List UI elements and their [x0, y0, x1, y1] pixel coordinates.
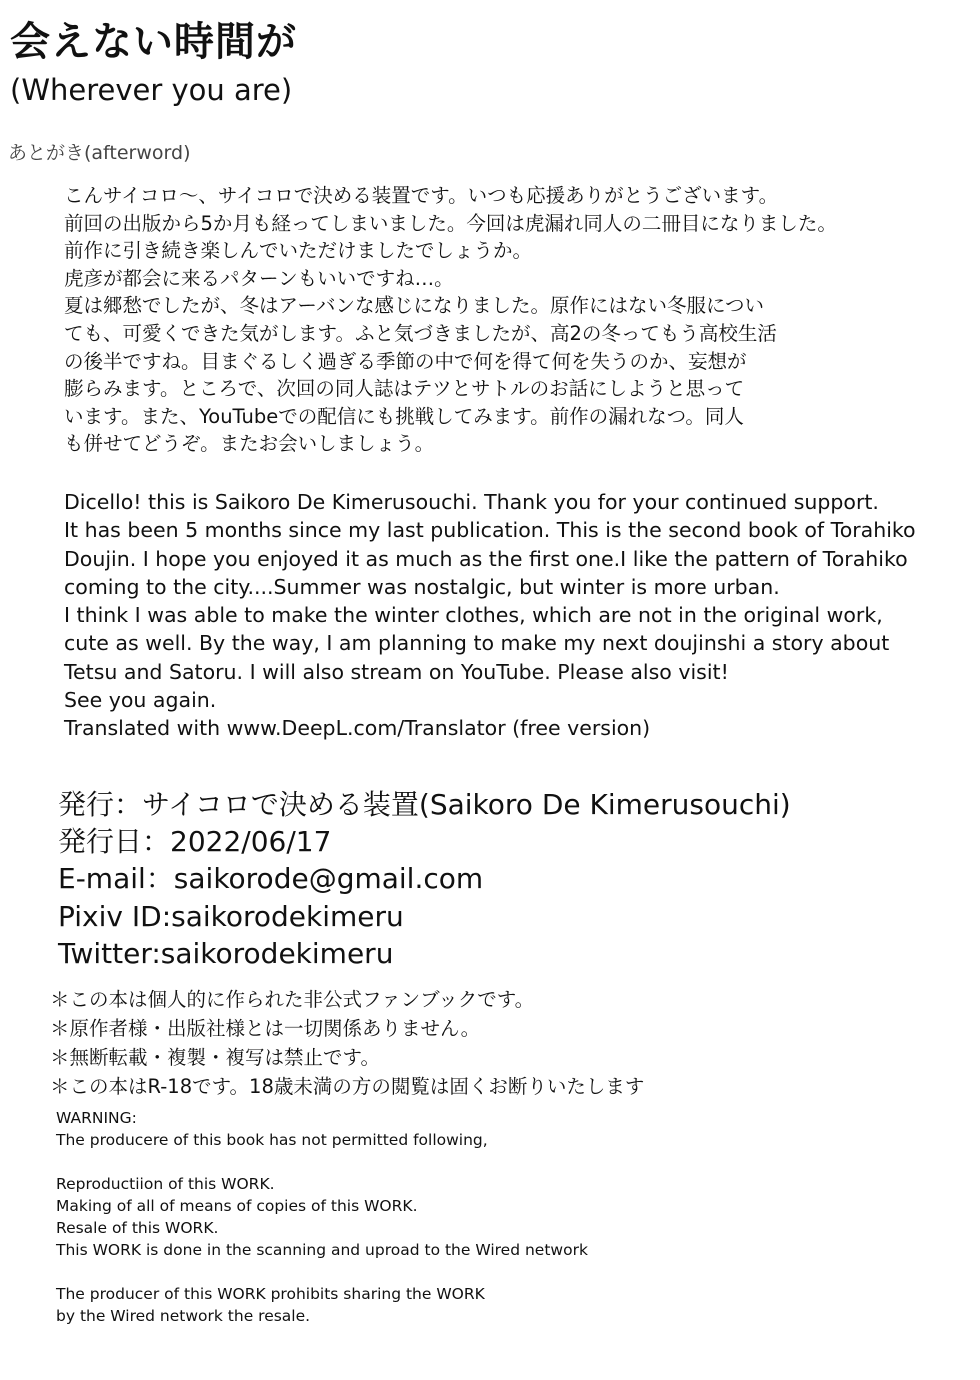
warning-text [56, 1107, 956, 1327]
notices [50, 985, 950, 1101]
notice-line: ＊この本はR-18です。18歳未満の方の閲覧は固くお断りいたします [50, 1075, 645, 1098]
english-line: Tetsu and Satoru. I will also stream on YouTube. Please also visit! [64, 659, 729, 684]
page-subtitle: (Wherever you are) [10, 73, 293, 107]
japanese-line: も併せてどうぞ。またお会いしましょう。 [64, 432, 435, 456]
notice-line: ＊無断転載・複製・複写は禁止です。 [50, 1046, 380, 1069]
english-line: Doujin. I hope you enjoyed it as much as the first one.I like the pattern of Torahiko [64, 546, 908, 571]
warning-line [56, 1261, 956, 1283]
publish-date-line: 発行日：2022/06/17 [58, 825, 332, 859]
page-title: 会えない時間が [10, 19, 297, 65]
notice-line: ＊この本は個人的に作られた非公式ファンブックです。 [50, 988, 535, 1011]
japanese-line: こんサイコロ〜、サイコロで決める装置です。いつも応援ありがとうございます。 [64, 184, 779, 207]
warning-line: Making of all of means of copies of this WORK. [56, 1197, 418, 1215]
notice-line: ＊原作者様・出版社様とは一切関係ありません。 [50, 1017, 481, 1040]
publisher-line: 発行：サイコロで決める装置(Saikoro De Kimerusouchi) [58, 788, 791, 821]
warning-line [56, 1151, 956, 1173]
warning-line: The producer of this WORK prohibits sharing the WORK [56, 1285, 485, 1303]
japanese-line: ても、可愛くできた気がします。ふと気づきましたが、高2の冬ってもう高校生活 [64, 321, 777, 345]
english-line: cute as well. By the way, I am planning to make my next doujinshi a story about [64, 631, 890, 656]
warning-line: This WORK is done in the scanning and uproad to the Wired network [56, 1241, 588, 1259]
japanese-line: 前回の出版から5か月も経ってしまいました。今回は虎漏れ同人の二冊目になりました。 [64, 211, 837, 235]
japanese-line: 膨らみます。ところで、次回の同人誌はテツとサトルのお話にしようと思って [64, 377, 745, 401]
warning-line: The producere of this book has not permitted following, [56, 1131, 488, 1149]
warning-line: Reproductiion of this WORK. [56, 1175, 275, 1193]
afterword-english-text [64, 488, 964, 743]
english-line: I think I was able to make the winter clothes, which are not in the original work, [64, 603, 883, 628]
email-line: E-mail：saikorode@gmail.com [58, 862, 484, 896]
japanese-line: 夏は郷愁でしたが、冬はアーバンな感じになりました。原作にはない冬服につい [64, 294, 765, 318]
english-line: See you again. [64, 688, 217, 713]
warning-line: WARNING: [56, 1109, 137, 1127]
japanese-line: 虎彦が都会に来るパターンもいいですね…。 [64, 266, 454, 290]
warning-line: by the Wired network the resale. [56, 1307, 311, 1325]
japanese-line: の後半ですね。目まぐるしく過ぎる季節の中で何を得て何を失うのか、妄想が [64, 349, 747, 373]
twitter-line: Twitter:saikorodekimeru [58, 936, 394, 970]
afterword-japanese-text [64, 182, 964, 458]
japanese-line: います。また、YouTubeでの配信にも挑戦してみます。前作の漏れなつ。同人 [64, 404, 744, 428]
english-line: coming to the city....Summer was nostalgic, but winter is more urban. [64, 574, 780, 599]
afterword-label: あとがき(afterword) [8, 142, 191, 164]
pixiv-id-line: Pixiv ID:saikorodekimeru [58, 899, 404, 933]
english-line: It has been 5 months since my last publication. This is the second book of Torahiko [64, 518, 916, 543]
english-line: Dicello! this is Saikoro De Kimerusouchi. Thank you for your continued support. [64, 490, 879, 514]
warning-line: Resale of this WORK. [56, 1219, 219, 1237]
japanese-line: 前作に引き続き楽しんでいただけましたでしょうか。 [64, 239, 533, 263]
english-line: Translated with www.DeepL.com/Translator (free version) [64, 716, 651, 741]
publication-info [58, 786, 958, 972]
